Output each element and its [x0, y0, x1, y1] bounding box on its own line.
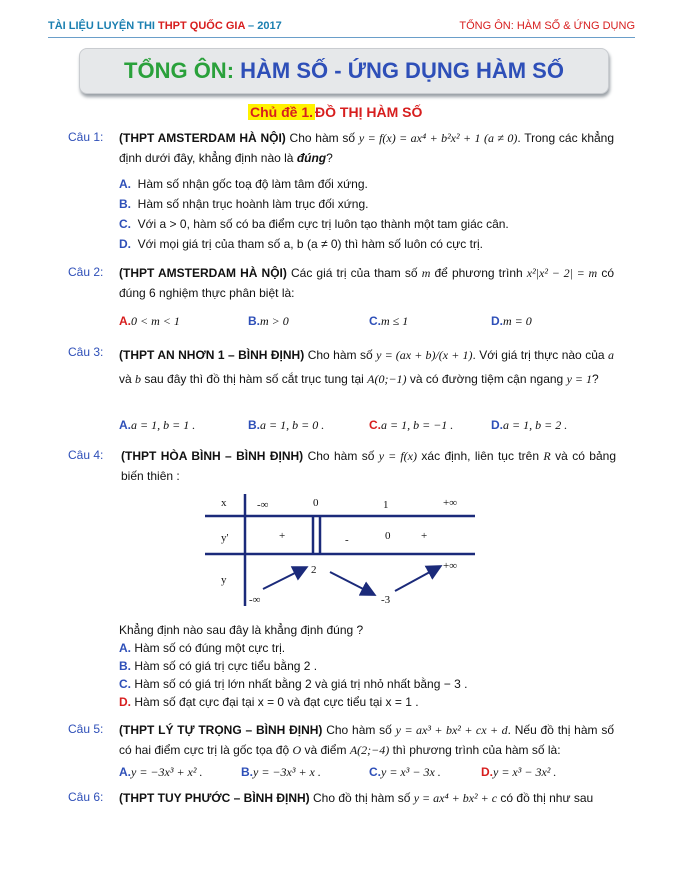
option[interactable]: C.m ≤ 1: [369, 314, 409, 328]
question-number: Câu 2:: [68, 265, 104, 279]
option[interactable]: B. Hàm số nhận trục hoành làm trục đối xứng.: [119, 197, 369, 211]
option[interactable]: A.y = −3x³ + x² .: [119, 765, 203, 779]
question-number: Câu 6:: [68, 790, 104, 804]
question-text: (THPT LÝ TỰ TRỌNG – BÌNH ĐỊNH) Cho hàm số y = ax³ + bx² + cx + d. Nếu đồ thị hàm số có hai điểm cực trị là gốc tọa độ O và điểm A(2;−4) thì phương trình của hàm số là:: [119, 723, 614, 757]
header-divider: [48, 37, 635, 38]
question-number: Câu 4:: [68, 448, 104, 462]
table-lines: [205, 494, 475, 609]
x-value: 1: [383, 499, 389, 511]
option[interactable]: D.a = 1, b = 2 .: [491, 418, 568, 432]
option[interactable]: C.y = x³ − 3x .: [369, 765, 441, 779]
option[interactable]: C. Với a > 0, hàm số có ba điểm cực trị luôn tạo thành một tam giác cân.: [119, 217, 509, 231]
title-banner: TỔNG ÔN: HÀM SỐ - ỨNG DỤNG HÀM SỐ: [79, 48, 609, 94]
y-label: y: [221, 574, 227, 586]
header-left: TÀI LIỆU LUYỆN THI THPT QUỐC GIA – 2017: [48, 20, 282, 32]
topic-heading: Chủ đề 1. ĐỒ THỊ HÀM SỐ: [250, 104, 423, 120]
header-right: TỔNG ÔN: HÀM SỐ & ỨNG DỤNG: [459, 20, 635, 32]
option[interactable]: C. Hàm số có giá trị lớn nhất bằng 2 và giá trị nhỏ nhất bằng − 3 .: [119, 677, 468, 691]
option[interactable]: C.a = 1, b = −1 .: [369, 418, 454, 432]
x-value: +∞: [443, 497, 458, 509]
option[interactable]: A. Hàm số có đúng một cực trị.: [119, 641, 286, 655]
option[interactable]: D.m = 0: [491, 314, 532, 328]
x-label: x: [221, 497, 227, 509]
variation-table: [205, 494, 475, 609]
page-header: [48, 18, 635, 36]
question-text: (THPT TUY PHƯỚC – BÌNH ĐỊNH) Cho đồ thị hàm số y = ax⁴ + bx² + c có đồ thị như sau: [119, 791, 594, 805]
y-value: -3: [381, 594, 391, 606]
y-value: -∞: [249, 594, 261, 606]
y-value: 2: [311, 564, 317, 576]
yp-sign: +: [421, 530, 428, 542]
option[interactable]: B.m > 0: [248, 314, 289, 328]
question-number: Câu 3:: [68, 345, 104, 359]
question-text: (THPT HÒA BÌNH – BÌNH ĐỊNH) Cho hàm số y = f(x) xác định, liên tục trên R và có bảng biến thiên :: [121, 449, 616, 483]
yp-sign: +: [279, 530, 286, 542]
x-value: -∞: [257, 499, 269, 511]
option[interactable]: A.a = 1, b = 1 .: [119, 418, 196, 432]
yp-zero: 0: [385, 530, 391, 542]
option[interactable]: B.a = 1, b = 0 .: [248, 418, 325, 432]
option[interactable]: B. Hàm số có giá trị cực tiểu bằng 2 .: [119, 659, 318, 673]
question-number: Câu 1:: [68, 130, 104, 144]
question-text: (THPT AN NHƠN 1 – BÌNH ĐỊNH) Cho hàm số y = (ax + b)/(x + 1). Với giá trị thực nào của a và b sau đây thì đồ thị hàm số cắt trục tung tại A(0;−1) và có đường tiệm cận ngang y = 1?: [119, 348, 615, 386]
question-number: Câu 5:: [68, 722, 104, 736]
option[interactable]: A.0 < m < 1: [119, 314, 180, 328]
question-text: (THPT AMSTERDAM HÀ NỘI) Cho hàm số y = f(x) = ax⁴ + b²x² + 1 (a ≠ 0). Trong các khẳng định dưới đây, khẳng định nào là đúng?: [119, 131, 615, 165]
yp-label: y': [221, 532, 229, 544]
option[interactable]: D. Hàm số đạt cực đại tại x = 0 và đạt cực tiểu tại x = 1 .: [119, 695, 419, 709]
y-value: +∞: [443, 560, 458, 572]
option[interactable]: A. Hàm số nhận gốc toạ độ làm tâm đối xứng.: [119, 177, 368, 191]
option[interactable]: B.y = −3x³ + x .: [241, 765, 321, 779]
option[interactable]: D. Với mọi giá trị của tham số a, b (a ≠ 0) thì hàm số luôn có cực trị.: [119, 237, 483, 251]
yp-sign: -: [345, 534, 349, 546]
question-prompt: Khẳng định nào sau đây là khẳng định đúng ?: [119, 623, 364, 637]
x-value: 0: [313, 497, 319, 509]
option[interactable]: D.y = x³ − 3x² .: [481, 765, 557, 779]
question-text: (THPT AMSTERDAM HÀ NỘI) Các giá trị của tham số m để phương trình x²|x² − 2| = m có đúng 6 nghiệm thực phân biệt là:: [119, 266, 614, 300]
